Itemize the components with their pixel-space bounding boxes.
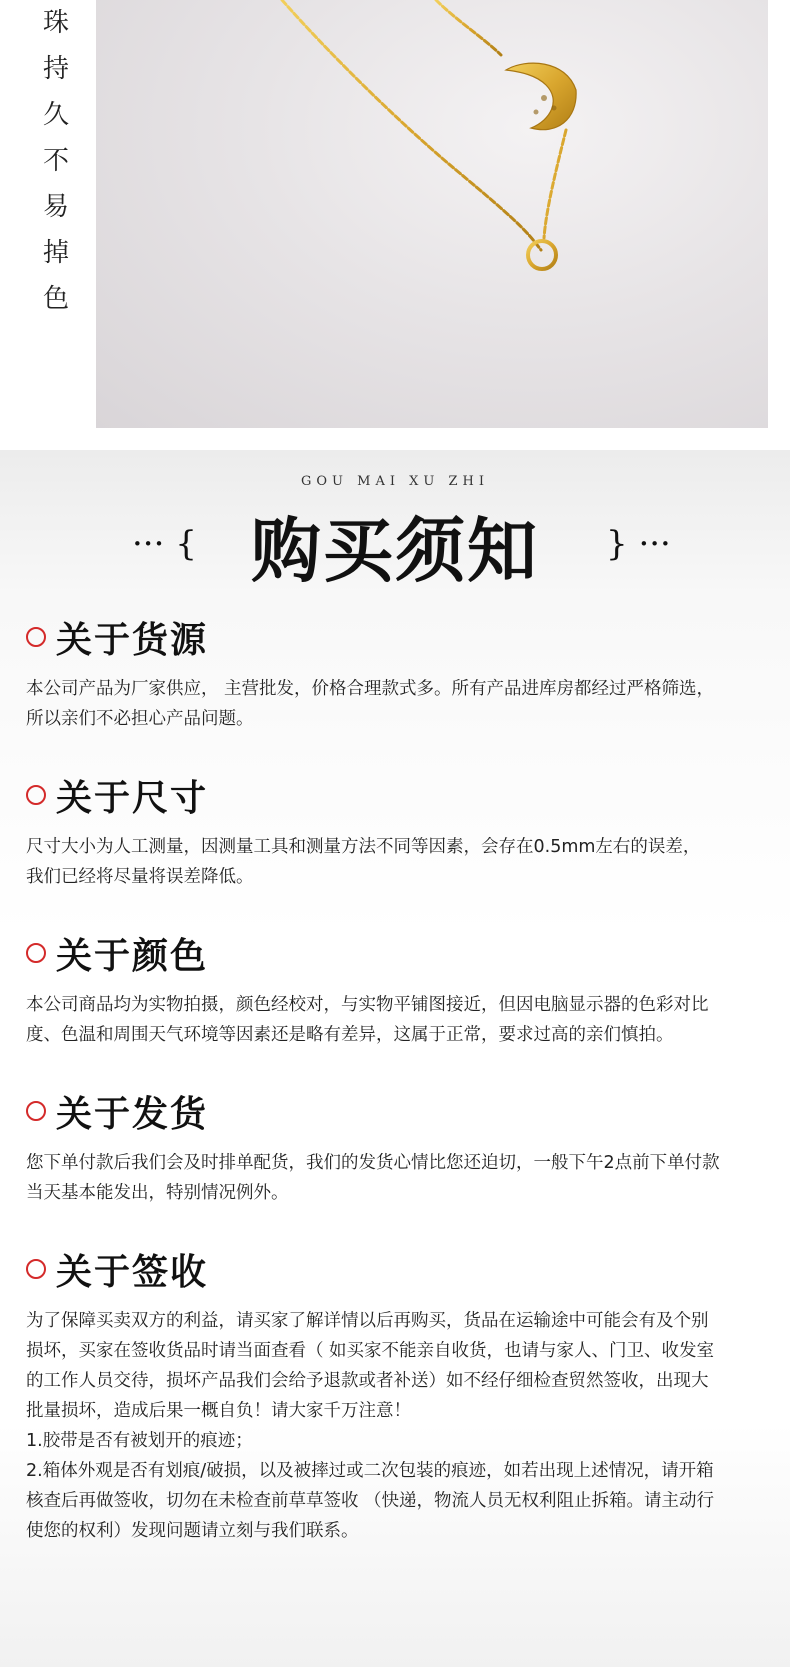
red-circle-icon bbox=[26, 785, 46, 805]
body-line: 我们已经将尽量将误差降低。 bbox=[26, 867, 254, 887]
body-line: 度、色温和周围天气环境等因素还是略有差异，这属于正常，要求过高的亲们慎拍。 bbox=[26, 1025, 674, 1045]
section-title: 关于发货 bbox=[56, 1092, 209, 1135]
body-line: 使您的权利）发现问题请立刻与我们联系。 bbox=[26, 1521, 359, 1541]
vertical-char: 不 bbox=[42, 146, 69, 176]
jump-ring bbox=[528, 241, 556, 269]
notice-title-row bbox=[0, 506, 790, 596]
section-body bbox=[26, 990, 776, 1050]
body-line: 1.胶带是否有被划开的痕迹； bbox=[26, 1431, 253, 1451]
section-receipt bbox=[26, 1246, 776, 1546]
section-supply bbox=[26, 614, 776, 734]
section-title: 关于颜色 bbox=[56, 934, 209, 977]
section-size bbox=[26, 772, 776, 892]
section-body bbox=[26, 1306, 776, 1546]
section-body bbox=[26, 674, 776, 734]
vertical-char: 掉 bbox=[42, 238, 69, 268]
section-body bbox=[26, 1148, 776, 1208]
title-decoration-left: ··· { bbox=[132, 524, 197, 564]
body-line: 批量损坏，造成后果一概自负！请大家千万注意！ bbox=[26, 1401, 411, 1421]
purchase-notice-section bbox=[0, 450, 790, 1667]
notice-subtitle: GOU MAI XU ZHI bbox=[301, 474, 489, 489]
red-circle-icon bbox=[26, 627, 46, 647]
necklace-photo bbox=[96, 0, 768, 428]
vertical-caption bbox=[38, 0, 74, 322]
body-line: 核查后再做签收，切勿在未检查前草草签收 （快递，物流人员无权利阻止拆箱。请主动行 bbox=[26, 1491, 715, 1511]
gold-chain-illustration bbox=[96, 0, 768, 428]
vertical-char: 持 bbox=[42, 54, 69, 84]
body-line: 所以亲们不必担心产品问题。 bbox=[26, 709, 254, 729]
crescent-pendant bbox=[506, 63, 576, 130]
section-title: 关于签收 bbox=[56, 1250, 209, 1293]
body-line: 的工作人员交待，损坏产品我们会给予退款或者补送）如不经仔细检查贸然签收，出现大 bbox=[26, 1371, 709, 1391]
notice-title: 购买须知 bbox=[251, 509, 539, 592]
red-circle-icon bbox=[26, 1101, 46, 1121]
red-circle-icon bbox=[26, 943, 46, 963]
body-line: 当天基本能发出，特别情况例外。 bbox=[26, 1183, 289, 1203]
section-body bbox=[26, 832, 776, 892]
section-shipping bbox=[26, 1088, 776, 1208]
body-line: 尺寸大小为人工测量，因测量工具和测量方法不同等因素，会存在0.5mm左右的误差， bbox=[26, 837, 701, 857]
body-line: 您下单付款后我们会及时排单配货，我们的发货心情比您还迫切，一般下午2点前下单付款 bbox=[26, 1153, 720, 1173]
vertical-char: 色 bbox=[42, 284, 69, 314]
section-title: 关于货源 bbox=[56, 618, 209, 661]
product-photo-section bbox=[0, 0, 790, 450]
vertical-char: 易 bbox=[42, 192, 69, 222]
body-line: 2.箱体外观是否有划痕/破损，以及被摔过或二次包装的痕迹，如若出现上述情况，请开箱 bbox=[26, 1461, 714, 1481]
body-line: 本公司商品均为实物拍摄，颜色经校对，与实物平铺图接近，但因电脑显示器的色彩对比 bbox=[26, 995, 709, 1015]
section-title: 关于尺寸 bbox=[56, 776, 209, 819]
vertical-char: 珠 bbox=[42, 8, 69, 38]
body-line: 本公司产品为厂家供应， 主营批发，价格合理款式多。所有产品进库房都经过严格筛选， bbox=[26, 679, 715, 699]
vertical-char: 久 bbox=[42, 100, 69, 130]
section-color bbox=[26, 930, 776, 1050]
red-circle-icon bbox=[26, 1259, 46, 1279]
body-line: 损坏，买家在签收货品时请当面查看（ 如买家不能亲自收货，也请与家人、门卫、收发室 bbox=[26, 1341, 715, 1361]
body-line: 为了保障买卖双方的利益，请买家了解详情以后再购买，货品在运输途中可能会有及个别 bbox=[26, 1311, 709, 1331]
title-decoration-right: } ··· bbox=[606, 524, 671, 564]
